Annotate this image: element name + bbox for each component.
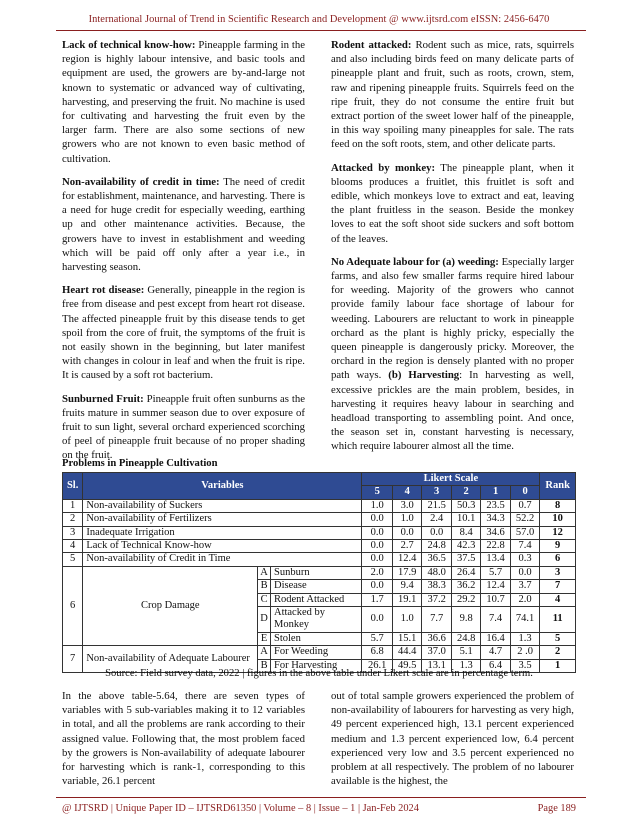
likert-value: 37.5 bbox=[451, 553, 480, 566]
paragraph-credit bbox=[62, 175, 305, 274]
likert-value: 0.0 bbox=[392, 526, 421, 539]
row-number: 2 bbox=[63, 513, 83, 526]
likert-value: 6.8 bbox=[362, 646, 392, 659]
row-rank: 5 bbox=[540, 632, 576, 645]
likert-value: 1.3 bbox=[451, 659, 480, 672]
likert-value: 0.0 bbox=[422, 526, 451, 539]
text-rodent: Rodent such as mice, rats, squirrels and also including birds feed on many delicate parts of pineapple plant and fruit, such as roots, crown, stem, raw and ripening pineapple fruits. Squirrels feed on the ripe fruit, they do not consume the entire fruit but extract portion of the sweet lower half of the pineapple, in this way spoiling many pineapples for sale. The rats feed on the soft roots, stem, and other delicate parts. bbox=[331, 39, 575, 151]
likert-value: 38.3 bbox=[422, 580, 451, 593]
likert-value: 7.4 bbox=[481, 607, 510, 633]
likert-value: 1.0 bbox=[392, 607, 421, 633]
sub-code: D bbox=[258, 607, 271, 633]
row-rank: 8 bbox=[540, 499, 576, 512]
likert-value: 13.1 bbox=[422, 659, 451, 672]
likert-value: 0.0 bbox=[362, 513, 392, 526]
likert-value: 3.0 bbox=[392, 499, 421, 512]
scale-3: 3 bbox=[422, 486, 451, 499]
bottom-left-paragraph: In the above table-5.64, there are seven types of variables with 5 sub-variables making it to 12 variables in total, and all the problems are rank according to their assigned value. Following that, the most problem faced by the growers is Non-availability of adequate labourer for harvesting which is rank-1, corresponding to this variable, 26.1 percent bbox=[62, 690, 305, 788]
row-rank: 6 bbox=[540, 553, 576, 566]
sub-variable: Rodent Attacked bbox=[270, 593, 361, 606]
table-row bbox=[63, 646, 576, 659]
header-rank: Rank bbox=[540, 473, 576, 500]
likert-value: 36.6 bbox=[422, 632, 451, 645]
likert-value: 49.5 bbox=[392, 659, 421, 672]
paragraph-monkey bbox=[331, 161, 574, 246]
heading-rodent: Rodent attacked: bbox=[331, 39, 412, 51]
likert-value: 5.1 bbox=[451, 646, 480, 659]
heading-sunburn: Sunburned Fruit: bbox=[62, 392, 144, 405]
sub-variable: Disease bbox=[270, 580, 361, 593]
sub-variable: Attacked by Monkey bbox=[270, 607, 361, 633]
likert-value: 16.4 bbox=[481, 632, 510, 645]
likert-value: 44.4 bbox=[392, 646, 421, 659]
table-row bbox=[63, 513, 576, 526]
heading-credit: Non-availability of credit in time: bbox=[62, 175, 220, 188]
likert-value: 0.3 bbox=[510, 553, 539, 566]
row-number: 3 bbox=[63, 526, 83, 539]
row-rank: 9 bbox=[540, 540, 576, 553]
row-rank: 11 bbox=[540, 607, 576, 633]
likert-value: 36.5 bbox=[422, 553, 451, 566]
text-labour: Especially larger farms, and also few smaller farms require hired labour for weeding. Majority of the growers who cannot provide family labour face shortage of labour for weeding. Labourers are reluctant to work in pineapple orchard as the plant is highly pricky, especially the queen pineapple is dangerously pricky. Moreover, the orchard in the region is densely planted with no proper path ways. bbox=[331, 255, 574, 382]
likert-value: 0.0 bbox=[362, 607, 392, 633]
likert-value: 36.2 bbox=[451, 580, 480, 593]
likert-value: 15.1 bbox=[392, 632, 421, 645]
likert-value: 34.3 bbox=[481, 513, 510, 526]
likert-value: 74.1 bbox=[510, 607, 539, 633]
likert-value: 26.4 bbox=[451, 566, 480, 579]
row-number: 5 bbox=[63, 553, 83, 566]
likert-value: 0.0 bbox=[362, 580, 392, 593]
problems-table bbox=[62, 472, 576, 673]
text-monkey: The pineapple plant, when it blooms produces a fruitlet, this fruitlet is soft and edible, which monkeys love to extract and eat, leaving the plant fruitless in the season. Beside the monkey loves to eat the soft shoot side suckers and soft bottom of the leaves. bbox=[331, 161, 574, 245]
header-likert: Likert Scale bbox=[362, 473, 540, 486]
likert-value: 24.8 bbox=[422, 540, 451, 553]
paragraph-sunburn bbox=[62, 392, 305, 463]
paragraph-technical bbox=[62, 38, 305, 166]
scale-1: 1 bbox=[481, 486, 510, 499]
header-variables: Variables bbox=[83, 473, 362, 500]
text-heart-rot: Generally, pineapple in the region is free from disease and pest except from heart rot disease. The affected pineapple fruit by this disease tends to get spoil from the core of fruit, the symptoms of the fruit is not easily shown in the beginning, but later manifest with changes in colour in leaf and when the fruit is ripe. It is caused by a soft rot bacterium. bbox=[62, 284, 305, 382]
heading-labour: No Adequate labour for (a) weeding: bbox=[331, 255, 499, 268]
scale-5: 5 bbox=[362, 486, 392, 499]
likert-value: 13.4 bbox=[481, 553, 510, 566]
row-number: 4 bbox=[63, 540, 83, 553]
table-header-row bbox=[63, 473, 576, 486]
text-credit: The need of credit for establishment, maintenance, and harvesting. There is a need for huge credit for especially weeding, earthing up and other maintenance activities. Because, the growers have to invest in establishment and weeding which will be paid off only after a year i.e., in harvesting season. bbox=[62, 175, 305, 274]
likert-value: 22.8 bbox=[481, 540, 510, 553]
likert-value: 37.2 bbox=[422, 593, 451, 606]
likert-value: 3.7 bbox=[510, 580, 539, 593]
row-number: 1 bbox=[63, 499, 83, 512]
row-variable: Non-availability of Suckers bbox=[83, 499, 362, 512]
table-row bbox=[63, 553, 576, 566]
scale-0: 0 bbox=[510, 486, 539, 499]
bottom-right-paragraph: out of total sample growers experienced the problem of non-availability of labourers for harvesting as very high, 49 percent experienced high, 13.1 percent experienced medium and 1.3 percent experienced low, 6.4 percent experienced very low and 3.5 percent experienced no problem at all respectively. The problem of no labourer available is the highest, the bbox=[331, 690, 574, 788]
header-sl: Sl. bbox=[63, 473, 83, 500]
row-variable: Non-availability of Credit in Time bbox=[83, 553, 362, 566]
likert-value: 12.4 bbox=[481, 580, 510, 593]
sub-code: A bbox=[258, 566, 271, 579]
likert-value: 2.7 bbox=[392, 540, 421, 553]
likert-value: 10.7 bbox=[481, 593, 510, 606]
likert-value: 52.2 bbox=[510, 513, 539, 526]
sub-code: A bbox=[258, 646, 271, 659]
row-variable: Non-availability of Adequate Labourer bbox=[83, 646, 258, 673]
likert-value: 2.0 bbox=[510, 593, 539, 606]
sub-variable: Sunburn bbox=[270, 566, 361, 579]
table-body bbox=[63, 499, 576, 672]
paragraph-labour bbox=[331, 255, 574, 454]
sub-variable: For Harvesting bbox=[270, 659, 361, 672]
row-rank: 3 bbox=[540, 566, 576, 579]
likert-value: 0.0 bbox=[362, 553, 392, 566]
footer-divider bbox=[56, 797, 586, 798]
sub-variable: For Weeding bbox=[270, 646, 361, 659]
heading-harvesting: (b) Harvesting bbox=[388, 369, 460, 382]
sub-code: E bbox=[258, 632, 271, 645]
likert-value: 0.0 bbox=[362, 526, 392, 539]
left-column bbox=[62, 38, 305, 472]
likert-value: 2.0 bbox=[362, 566, 392, 579]
likert-value: 5.7 bbox=[362, 632, 392, 645]
likert-value: 8.4 bbox=[451, 526, 480, 539]
table-row bbox=[63, 540, 576, 553]
row-variable: Non-availability of Fertilizers bbox=[83, 513, 362, 526]
paragraph-heart-rot bbox=[62, 283, 305, 382]
table-row bbox=[63, 566, 576, 579]
row-rank: 12 bbox=[540, 526, 576, 539]
likert-value: 1.0 bbox=[362, 499, 392, 512]
likert-value: 5.7 bbox=[481, 566, 510, 579]
heading-technical: Lack of technical know-how: bbox=[62, 39, 196, 51]
text-harvesting: : In harvesting as well, excessive prickles are the main problem, besides, in harvesting it requires heavy labour in searching and headload transporting to assembling point. And once, the season set in, constant harvesting is necessary, which require labourer almost all the time. bbox=[331, 369, 574, 453]
row-rank: 7 bbox=[540, 580, 576, 593]
likert-value: 37.0 bbox=[422, 646, 451, 659]
likert-value: 6.4 bbox=[481, 659, 510, 672]
sub-code: B bbox=[258, 659, 271, 672]
right-column bbox=[331, 38, 574, 463]
journal-header: International Journal of Trend in Scientific Research and Development @ www.ijtsrd.com eISSN: 2456-6470 bbox=[88, 14, 550, 25]
table-title: Problems in Pineapple Cultivation bbox=[62, 458, 218, 469]
likert-value: 1.3 bbox=[510, 632, 539, 645]
table-row bbox=[63, 526, 576, 539]
page-number: Page 189 bbox=[537, 803, 576, 814]
likert-value: 48.0 bbox=[422, 566, 451, 579]
row-variable: Crop Damage bbox=[83, 566, 258, 645]
likert-value: 10.1 bbox=[451, 513, 480, 526]
row-rank: 10 bbox=[540, 513, 576, 526]
heading-heart-rot: Heart rot disease: bbox=[62, 284, 145, 297]
likert-value: 50.3 bbox=[451, 499, 480, 512]
sub-code: B bbox=[258, 580, 271, 593]
header-divider bbox=[56, 30, 586, 31]
row-variable: Lack of Technical Know-how bbox=[83, 540, 362, 553]
likert-value: 21.5 bbox=[422, 499, 451, 512]
likert-value: 1.7 bbox=[362, 593, 392, 606]
likert-value: 7.4 bbox=[510, 540, 539, 553]
likert-value: 4.7 bbox=[481, 646, 510, 659]
scale-4: 4 bbox=[392, 486, 421, 499]
likert-value: 12.4 bbox=[392, 553, 421, 566]
likert-value: 19.1 bbox=[392, 593, 421, 606]
row-number: 6 bbox=[63, 566, 83, 645]
row-number: 7 bbox=[63, 646, 83, 673]
likert-value: 9.8 bbox=[451, 607, 480, 633]
likert-value: 34.6 bbox=[481, 526, 510, 539]
row-rank: 2 bbox=[540, 646, 576, 659]
likert-value: 0.7 bbox=[510, 499, 539, 512]
likert-value: 0.0 bbox=[510, 566, 539, 579]
heading-monkey: Attacked by monkey: bbox=[331, 161, 436, 174]
likert-value: 0.0 bbox=[362, 540, 392, 553]
likert-value: 24.8 bbox=[451, 632, 480, 645]
row-rank: 4 bbox=[540, 593, 576, 606]
likert-value: 2.4 bbox=[422, 513, 451, 526]
likert-value: 7.7 bbox=[422, 607, 451, 633]
sub-code: C bbox=[258, 593, 271, 606]
paragraph-rodent bbox=[331, 38, 574, 152]
likert-value: 23.5 bbox=[481, 499, 510, 512]
sub-variable: Stolen bbox=[270, 632, 361, 645]
likert-value: 26.1 bbox=[362, 659, 392, 672]
likert-value: 29.2 bbox=[451, 593, 480, 606]
footer-info: @ IJTSRD | Unique Paper ID – IJTSRD61350 | Volume – 8 | Issue – 1 | Jan-Feb 2024 bbox=[62, 803, 419, 814]
scale-2: 2 bbox=[451, 486, 480, 499]
table-source: Source: Field survey data, 2022 | figures in the above table under Likert scale are in percentage term. bbox=[105, 668, 533, 679]
likert-value: 2 .0 bbox=[510, 646, 539, 659]
likert-value: 9.4 bbox=[392, 580, 421, 593]
likert-value: 1.0 bbox=[392, 513, 421, 526]
likert-value: 3.5 bbox=[510, 659, 539, 672]
row-variable: Inadequate Irrigation bbox=[83, 526, 362, 539]
table-row bbox=[63, 499, 576, 512]
text-sunburn: Pineapple fruit often sunburns as the fruits mature in summer season due to over exposure of fruit to sun light, several orchard experienced scorching of peel of pineapple fruit because of no proper shading on the fruit. bbox=[62, 392, 305, 462]
likert-value: 57.0 bbox=[510, 526, 539, 539]
likert-value: 17.9 bbox=[392, 566, 421, 579]
text-technical: Pineapple farming in the region is highly labour intensive, and basic tools and equipment are used, the growers are by-and-large not known to systematic or advanced way of cultivating, harvesting, and preserving the fruit. No machine is used for cultivating and harvesting the fruit even by the larger farm. There are also some sections of new growers who are not known to even basic method of cultivation. bbox=[62, 39, 306, 165]
row-rank: 1 bbox=[540, 659, 576, 672]
likert-value: 42.3 bbox=[451, 540, 480, 553]
